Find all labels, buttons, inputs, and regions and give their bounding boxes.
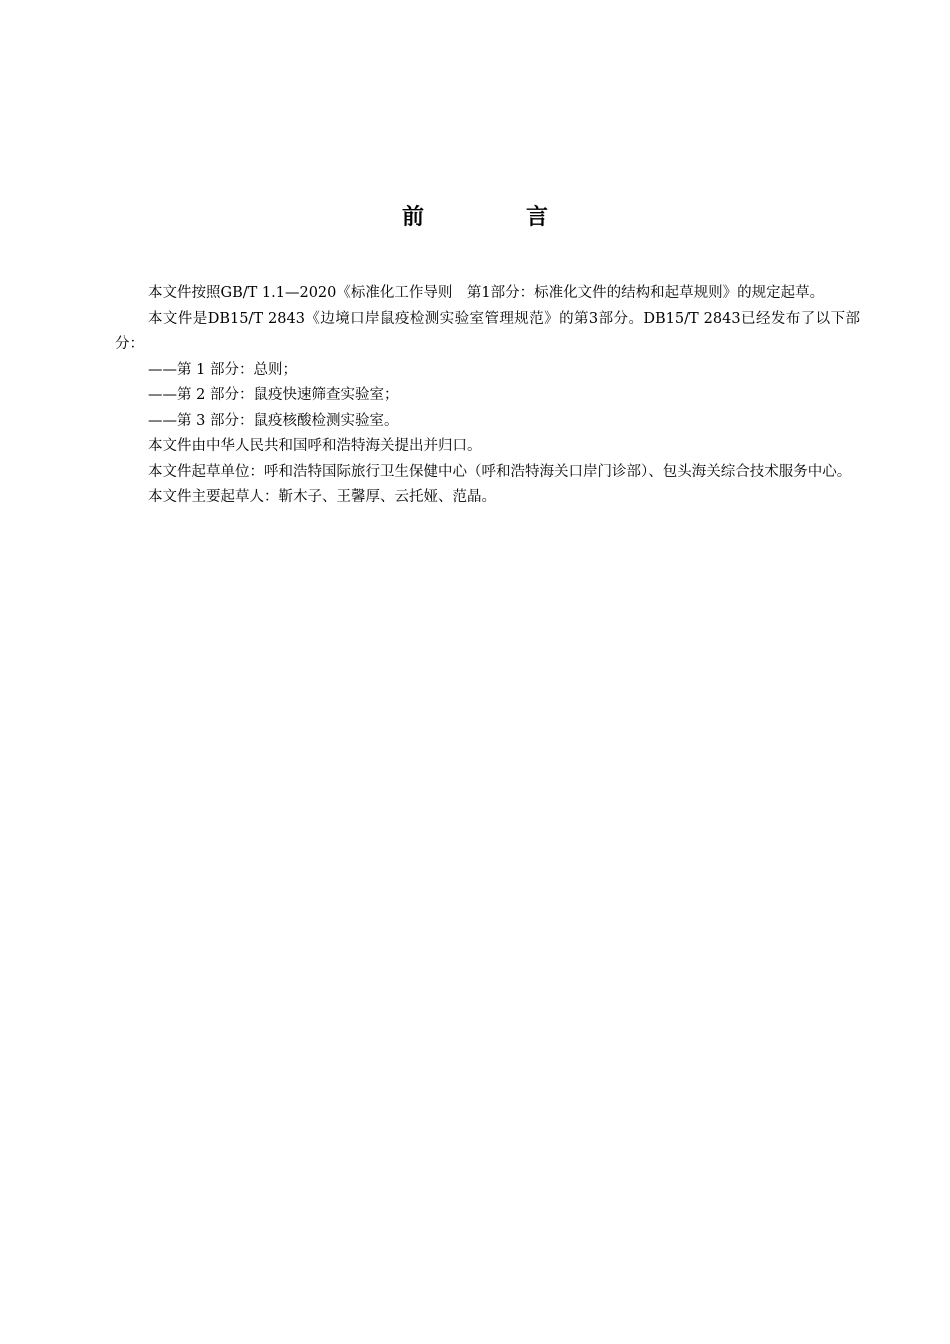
- paragraph-drafting-rules: 本文件按照GB/T 1.1—2020《标准化工作导则 第1部分：标准化文件的结构和起草规则》的规定起草。: [148, 285, 825, 301]
- paragraph-drafting-units: 本文件起草单位：呼和浩特国际旅行卫生保健中心（呼和浩特海关口岸门诊部）、包头海关综合技术服务中心。: [148, 463, 852, 480]
- list-item-part-1: ——第 1 部分：总则；: [148, 361, 297, 378]
- paragraph-proposer: 本文件由中华人民共和国呼和浩特海关提出并归口。: [148, 438, 482, 454]
- list-item-part-3: ——第 3 部分：鼠疫核酸检测实验室。: [148, 412, 399, 429]
- paragraph-series-intro: 本文件是DB15/T 2843《边境口岸鼠疫检测实验室管理规范》的第3部分。DB15/T 2843已经发布了以下部分：: [115, 310, 860, 352]
- document-body: [115, 281, 860, 511]
- list-item-part-2: ——第 2 部分：鼠疫快速筛查实验室；: [148, 387, 399, 403]
- paragraph-drafters: 本文件主要起草人：靳木子、王馨厚、云托娅、范晶。: [148, 489, 496, 505]
- page-title: 前 言: [401, 205, 588, 230]
